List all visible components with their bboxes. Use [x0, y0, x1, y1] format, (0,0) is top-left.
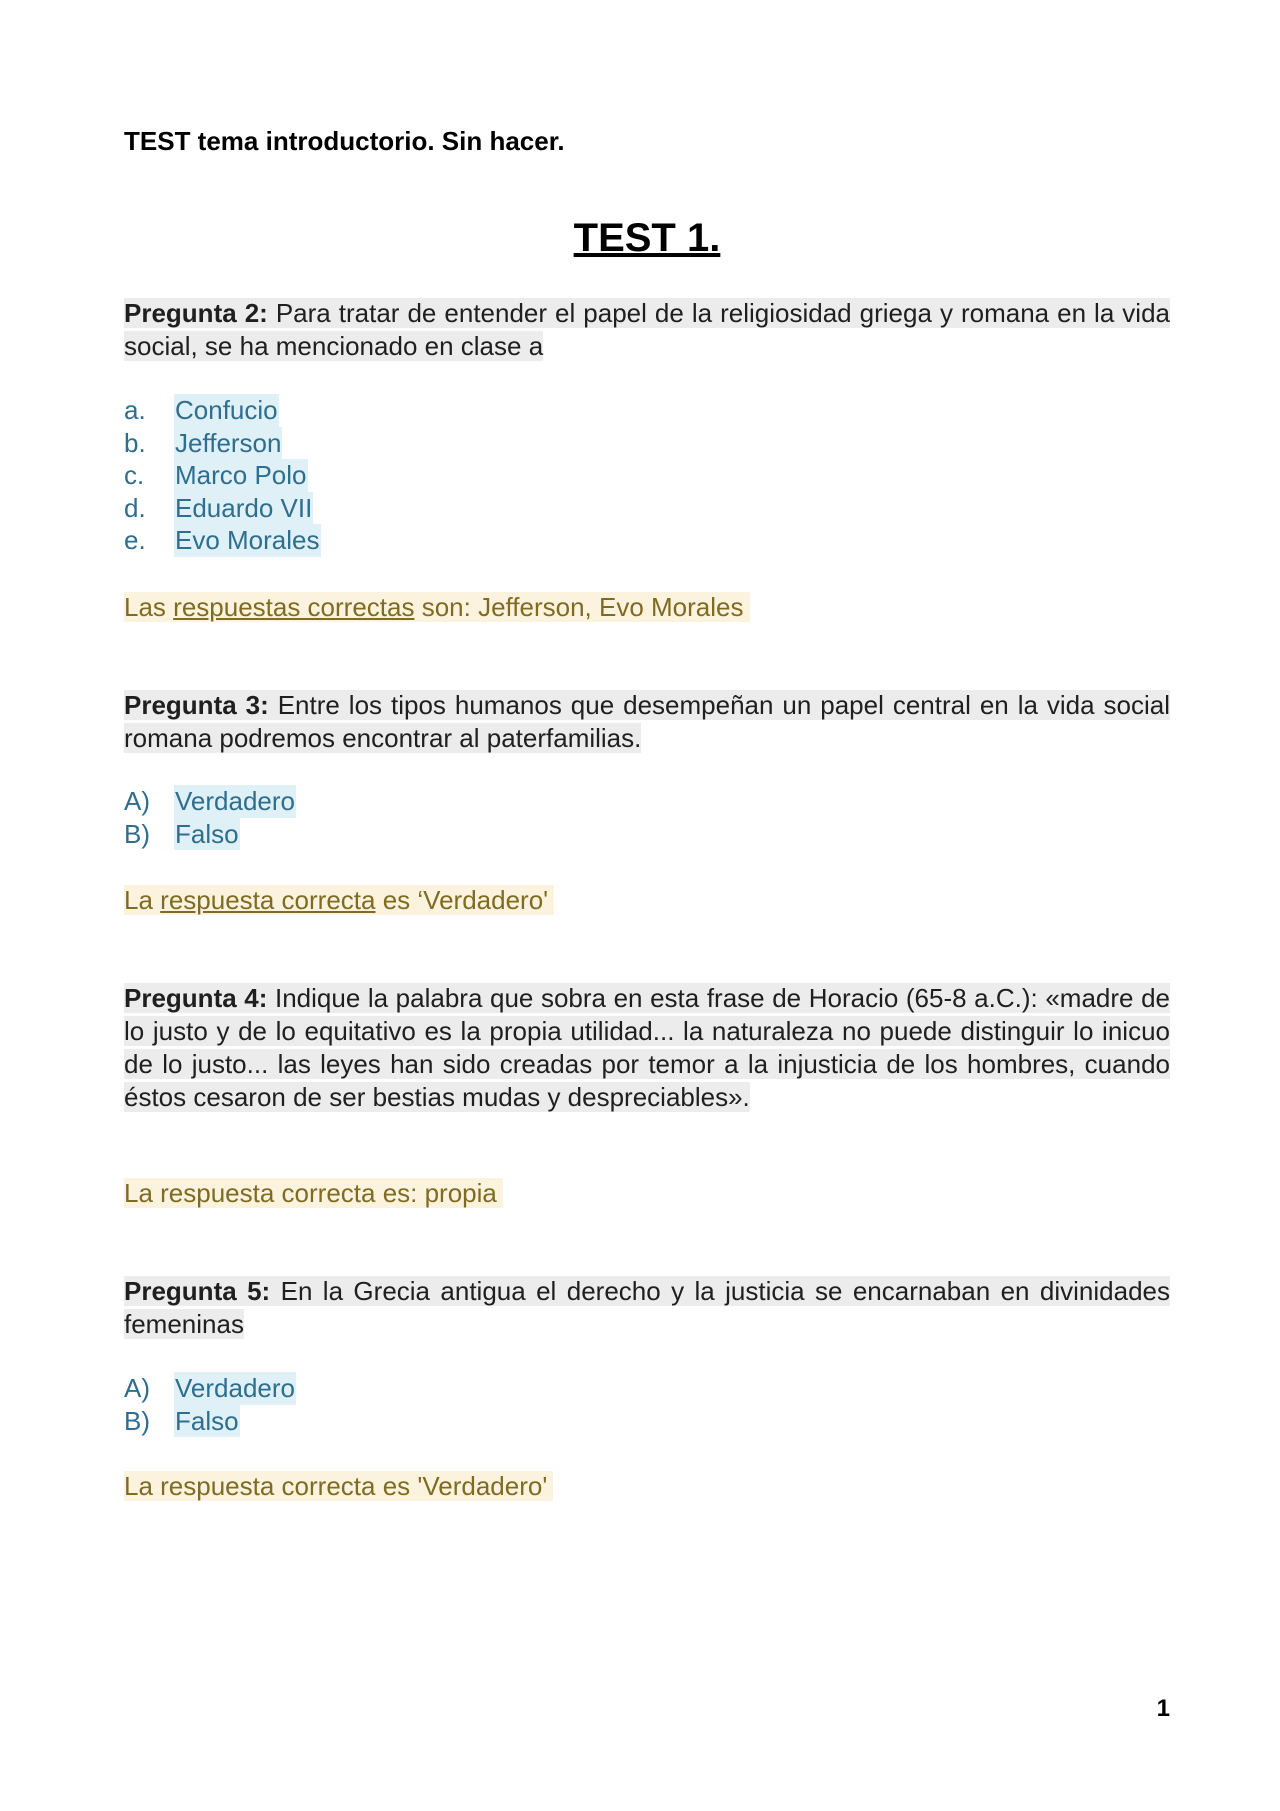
option-c[interactable]	[124, 459, 321, 492]
option-marker: b.	[124, 427, 146, 458]
answer-prefix: La	[124, 885, 161, 915]
answer-text: La respuesta correcta es 'Verdadero'	[124, 1471, 553, 1501]
header-note: TEST tema introductorio. Sin hacer.	[124, 126, 565, 156]
answer-prefix: Las	[124, 592, 174, 622]
question-4-answer	[124, 1177, 503, 1210]
option-a[interactable]	[124, 394, 321, 427]
option-text: Verdadero	[175, 1373, 295, 1403]
question-5-text	[124, 1275, 1170, 1341]
option-text: Confucio	[175, 395, 278, 425]
option-text: Eduardo VII	[175, 492, 313, 523]
option-text: Verdadero	[175, 786, 295, 816]
option-text: Evo Morales	[175, 525, 320, 555]
option-text: Marco Polo	[175, 460, 307, 490]
question-4-text	[124, 982, 1170, 1114]
option-marker: B)	[124, 1405, 150, 1436]
page-number: 1	[1156, 1695, 1170, 1722]
option-true[interactable]	[124, 785, 296, 818]
question-5-options	[124, 1372, 296, 1437]
option-b[interactable]	[124, 427, 321, 460]
question-3-answer	[124, 884, 554, 917]
page-title-text: TEST 1.	[573, 216, 721, 260]
answer-link: respuesta correcta	[160, 885, 376, 915]
option-text: Falso	[175, 818, 239, 849]
question-2-answer	[124, 591, 750, 624]
question-3-body: Entre los tipos humanos que desempeñan un papel central en la vida social romana podremos encontrar al paterfamilias.	[124, 690, 1170, 753]
option-e[interactable]	[124, 524, 321, 557]
option-marker: B)	[124, 818, 150, 849]
option-false[interactable]	[124, 818, 296, 851]
question-4	[124, 982, 1170, 1114]
question-2-options	[124, 394, 321, 557]
question-3	[124, 689, 1170, 755]
question-5-label: Pregunta 5:	[124, 1276, 271, 1306]
option-marker: A)	[124, 786, 150, 816]
question-3-label: Pregunta 3:	[124, 690, 269, 720]
option-text: Falso	[175, 1405, 239, 1436]
answer-text: La respuesta correcta es: propia	[124, 1178, 503, 1208]
option-marker: A)	[124, 1373, 150, 1403]
option-marker: d.	[124, 492, 146, 523]
option-text: Jefferson	[175, 427, 282, 458]
answer-suffix: es ‘Verdadero'	[375, 885, 549, 915]
question-5-body: En la Grecia antigua el derecho y la justicia se encarnaban en divinidades femeninas	[124, 1276, 1170, 1339]
option-d[interactable]	[124, 492, 321, 525]
question-4-label: Pregunta 4:	[124, 983, 268, 1013]
question-5	[124, 1275, 1170, 1341]
answer-suffix: son: Jefferson, Evo Morales	[414, 592, 744, 622]
option-marker: a.	[124, 395, 146, 425]
question-3-options	[124, 785, 296, 850]
option-false[interactable]	[124, 1405, 296, 1438]
question-5-answer	[124, 1470, 553, 1503]
question-2-body: Para tratar de entender el papel de la religiosidad griega y romana en la vida social, se ha mencionado en clase a	[124, 298, 1170, 361]
option-marker: e.	[124, 525, 146, 555]
question-2	[124, 297, 1170, 363]
question-3-text	[124, 689, 1170, 755]
page-title	[124, 216, 1170, 261]
question-2-text	[124, 297, 1170, 363]
option-true[interactable]	[124, 1372, 296, 1405]
question-2-label: Pregunta 2:	[124, 298, 268, 328]
question-4-body: Indique la palabra que sobra en esta frase de Horacio (65-8 a.C.): «madre de lo justo y de lo equitativo es la propia utilidad... la naturaleza no puede distinguir lo inicuo de lo justo... las leyes han sido creadas por temor a la injusticia de los hombres, cuando éstos cesaron de ser bestias mudas y despreciables».	[124, 983, 1170, 1112]
answer-link: respuestas correctas	[173, 592, 415, 622]
option-marker: c.	[124, 460, 145, 490]
